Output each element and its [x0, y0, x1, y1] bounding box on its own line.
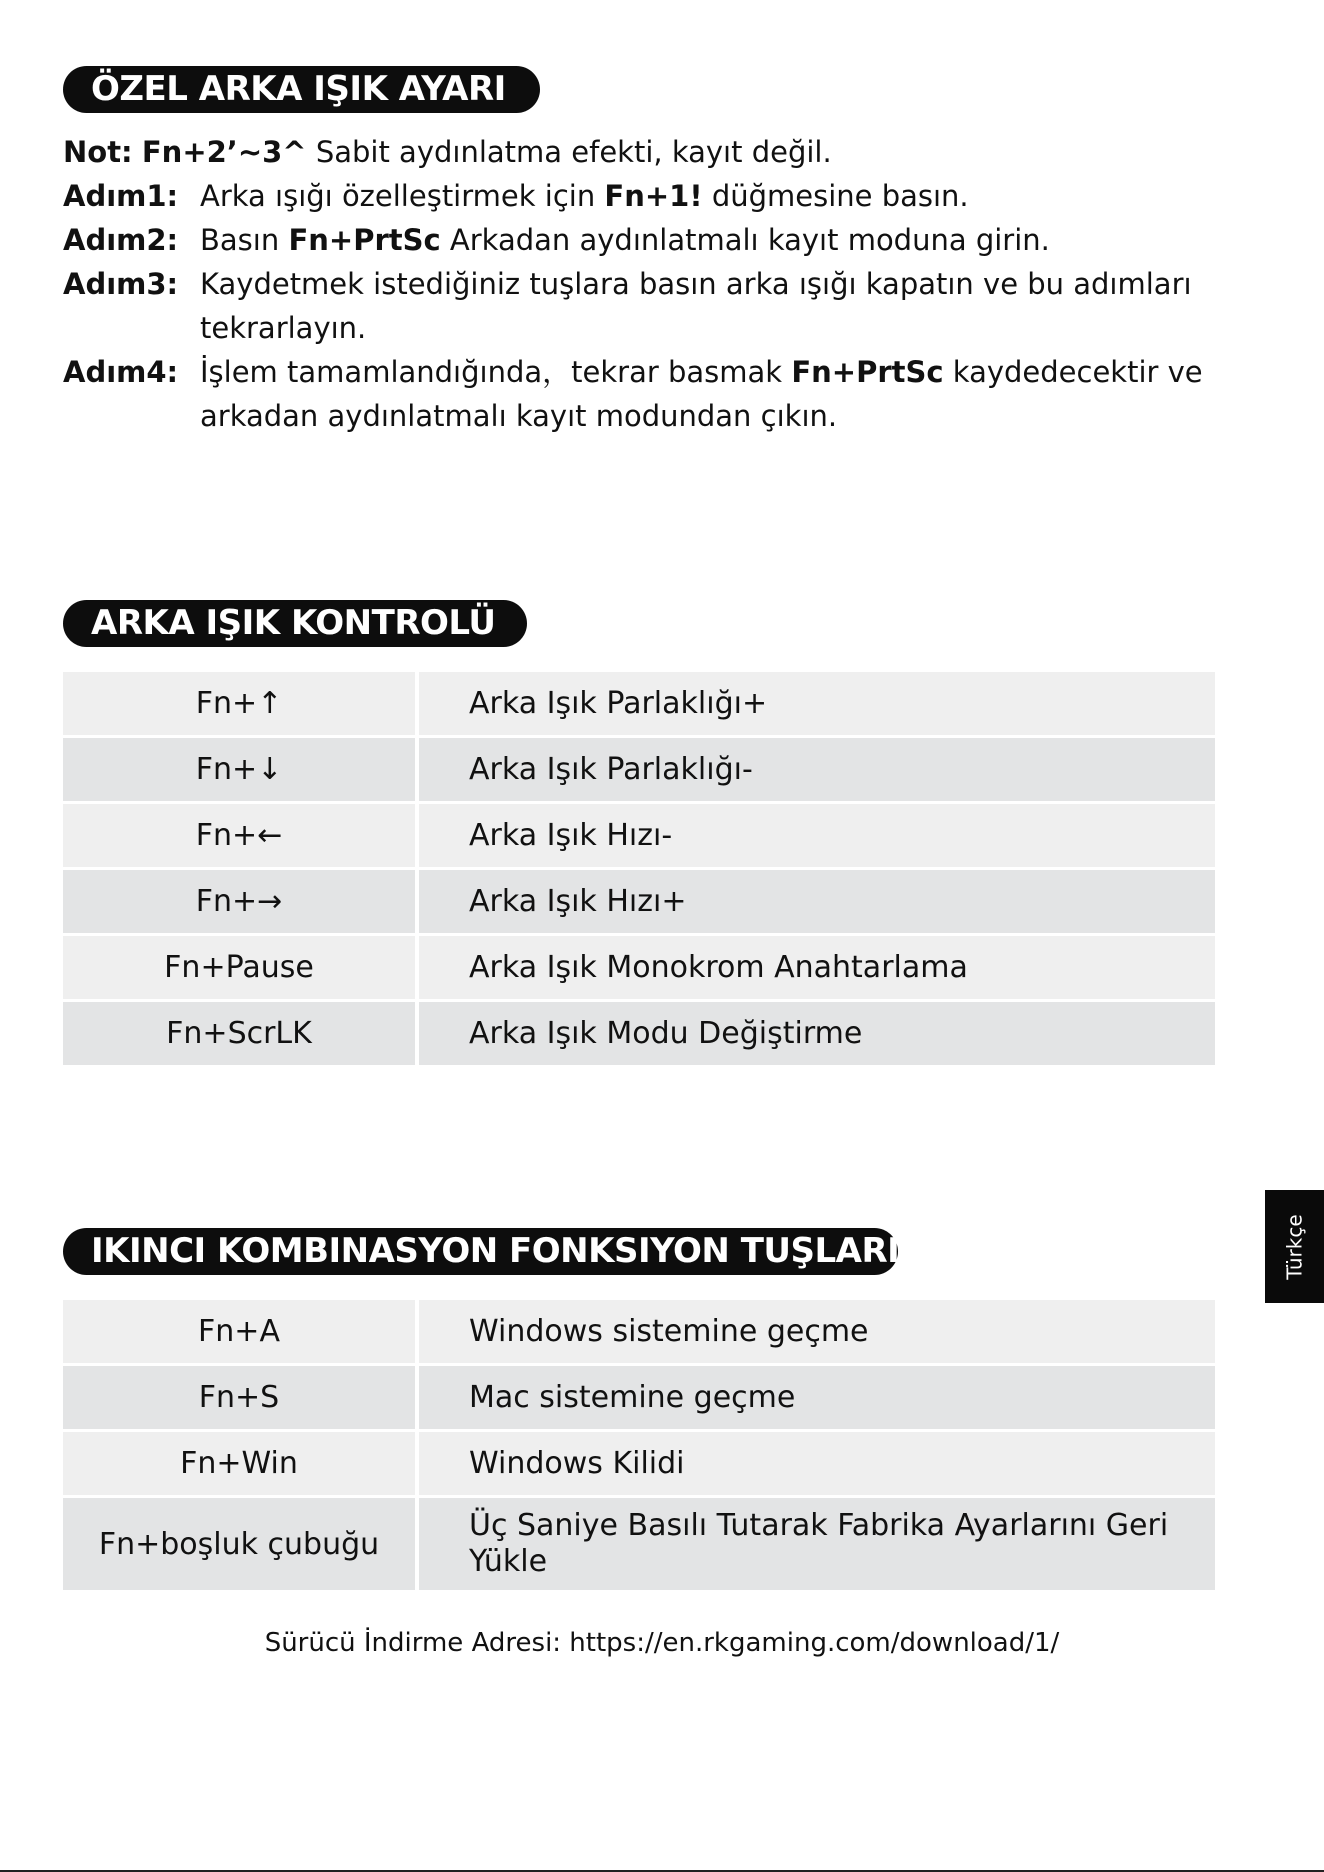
key-combo-cell: Fn+↑ — [63, 672, 419, 735]
step-1-text-a: Arka ışığı özelleştirmek için — [200, 179, 596, 213]
step-1-keys: Fn+1! — [604, 179, 703, 213]
driver-download-address: Sürücü İndirme Adresi: https://en.rkgaming.com/download/1/ — [264, 1628, 1060, 1658]
step-4-keys: Fn+PrtSc — [791, 355, 944, 389]
action-cell: Arka Işık Parlaklığı- — [419, 738, 1215, 801]
action-cell: Mac sistemine geçme — [419, 1366, 1215, 1429]
table-row — [63, 1432, 1215, 1495]
key-combo-cell: Fn+↓ — [63, 738, 419, 801]
step-4 — [63, 350, 1243, 438]
note-text: Sabit aydınlatma efekti, kayıt değil. — [315, 135, 832, 169]
step-2 — [63, 218, 1243, 262]
backlight-control-table — [63, 669, 1215, 1068]
step-2-text-a: Basın — [200, 223, 280, 257]
step-3-label: Adım3: — [63, 267, 179, 301]
step-3-text: Kaydetmek istediğiniz tuşlara basın arka ışığı kapatın ve bu adımları tekrarlayın. — [200, 267, 1192, 345]
step-2-text-b: Arkadan aydınlatmalı kayıt moduna girin. — [449, 223, 1050, 257]
step-1-label: Adım1: — [63, 179, 179, 213]
table-row — [63, 1498, 1215, 1590]
key-combo-cell: Fn+Pause — [63, 936, 419, 999]
note-line — [63, 130, 1243, 174]
action-cell: Arka Işık Monokrom Anahtarlama — [419, 936, 1215, 999]
step-2-keys: Fn+PrtSc — [288, 223, 441, 257]
note-keys: Fn+2’~3^ — [141, 135, 307, 169]
key-combo-cell: Fn+ScrLK — [63, 1002, 419, 1065]
table-row — [63, 1300, 1215, 1363]
language-tab-label: Türkçe — [1282, 1213, 1307, 1280]
step-1-text-b: düğmesine basın. — [711, 179, 969, 213]
action-cell: Arka Işık Hızı- — [419, 804, 1215, 867]
section-title-custom-backlight: ÖZEL ARKA IŞIK AYARI — [63, 66, 540, 113]
key-combo-cell: Fn+S — [63, 1366, 419, 1429]
action-cell: Arka Işık Parlaklığı+ — [419, 672, 1215, 735]
key-combo-cell: Fn+→ — [63, 870, 419, 933]
step-1 — [63, 174, 1243, 218]
custom-backlight-steps — [63, 130, 1243, 438]
step-3 — [63, 262, 1243, 350]
step-4-text-a: İşlem tamamlandığında，tekrar basmak — [200, 355, 783, 389]
key-combo-cell: Fn+← — [63, 804, 419, 867]
table-row — [63, 672, 1215, 735]
key-combo-cell: Fn+Win — [63, 1432, 419, 1495]
action-cell: Üç Saniye Basılı Tutarak Fabrika Ayarlarını Geri Yükle — [419, 1498, 1215, 1590]
table-row — [63, 1366, 1215, 1429]
key-combo-cell: Fn+boşluk çubuğu — [63, 1498, 419, 1590]
note-label: Not: — [63, 135, 133, 169]
secondary-function-keys-table — [63, 1297, 1215, 1593]
table-row — [63, 804, 1215, 867]
action-cell: Windows sistemine geçme — [419, 1300, 1215, 1363]
step-4-text-b: kaydedecektir ve arkadan aydınlatmalı kayıt modundan çıkın. — [200, 355, 1203, 433]
action-cell: Arka Işık Hızı+ — [419, 870, 1215, 933]
section-title-backlight-control: ARKA IŞIK KONTROLÜ — [63, 600, 527, 647]
step-4-label: Adım4: — [63, 355, 179, 389]
action-cell: Arka Işık Modu Değiştirme — [419, 1002, 1215, 1065]
table-row — [63, 870, 1215, 933]
step-2-label: Adım2: — [63, 223, 179, 257]
section-title-secondary-function-keys: IKINCI KOMBINASYON FONKSIYON TUŞLARI — [63, 1228, 898, 1275]
table-row — [63, 936, 1215, 999]
table-row — [63, 1002, 1215, 1065]
table-row — [63, 738, 1215, 801]
action-cell: Windows Kilidi — [419, 1432, 1215, 1495]
language-tab — [1265, 1190, 1324, 1303]
key-combo-cell: Fn+A — [63, 1300, 419, 1363]
